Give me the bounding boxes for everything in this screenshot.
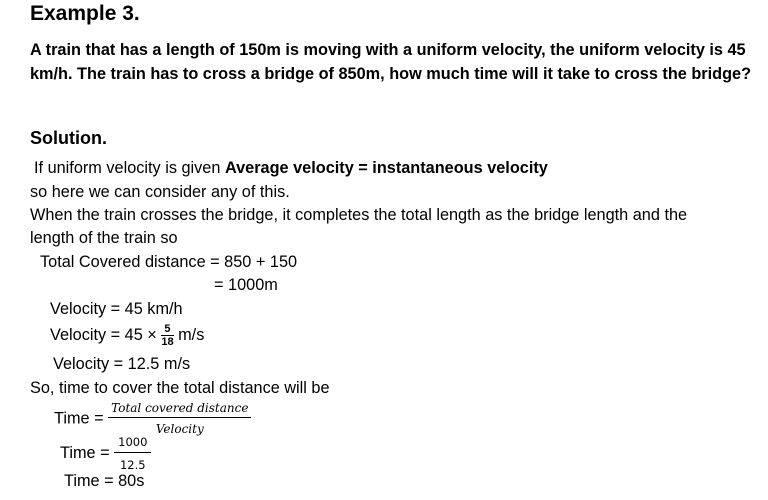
solution-line-1: [34, 159, 548, 178]
time-formula-denominator: Velocity: [155, 422, 204, 437]
solution-line-1-text: If uniform velocity is given: [34, 159, 225, 177]
time-result: Time = 80s: [64, 472, 145, 490]
time-formula-fraction: [108, 402, 251, 436]
problem-statement: A train that has a length of 150m is moving with a uniform velocity, the uniform velocity is 45 km/h. The train has to cross a bridge of 850m, how much time will it take to cross the bridge?: [30, 41, 752, 83]
solution-heading: Solution.: [30, 128, 107, 148]
time-value-denominator: 12.5: [119, 457, 146, 472]
velocity-equation-2-prefix: Velocity = 45 ×: [50, 325, 157, 344]
solution-line-1-bold: Average velocity = instantaneous velocity: [224, 159, 548, 177]
solution-line-2: so here we can consider any of this.: [30, 183, 290, 201]
time-equation-1-prefix: Time =: [54, 409, 104, 428]
velocity-fraction-denominator: 18: [161, 336, 174, 349]
time-formula-numerator: Total covered distance: [108, 402, 251, 418]
distance-result: = 1000m: [214, 276, 278, 294]
time-intro: So, time to cover the total distance will be: [30, 379, 330, 397]
distance-equation: Total Covered distance = 850 + 150: [40, 253, 298, 271]
velocity-equation-2: [50, 323, 204, 348]
velocity-conversion-fraction: [161, 323, 173, 348]
velocity-equation-1: Velocity = 45 km/h: [50, 300, 183, 318]
time-value-numerator: 1000: [114, 436, 151, 453]
time-equation-2-prefix: Time =: [60, 443, 110, 462]
solution-line-3: When the train crosses the bridge, it completes the total length as the bridge length and the: [30, 206, 688, 224]
velocity-equation-2-suffix: m/s: [178, 325, 205, 344]
time-equation-2: [60, 436, 151, 471]
velocity-fraction-numerator: 5: [161, 323, 173, 336]
solution-line-4: length of the train so: [30, 229, 178, 247]
example-title: Example 3.: [30, 2, 140, 25]
time-value-fraction: [114, 436, 151, 471]
velocity-equation-3: Velocity = 12.5 m/s: [53, 355, 191, 373]
time-equation-1: [54, 402, 251, 436]
